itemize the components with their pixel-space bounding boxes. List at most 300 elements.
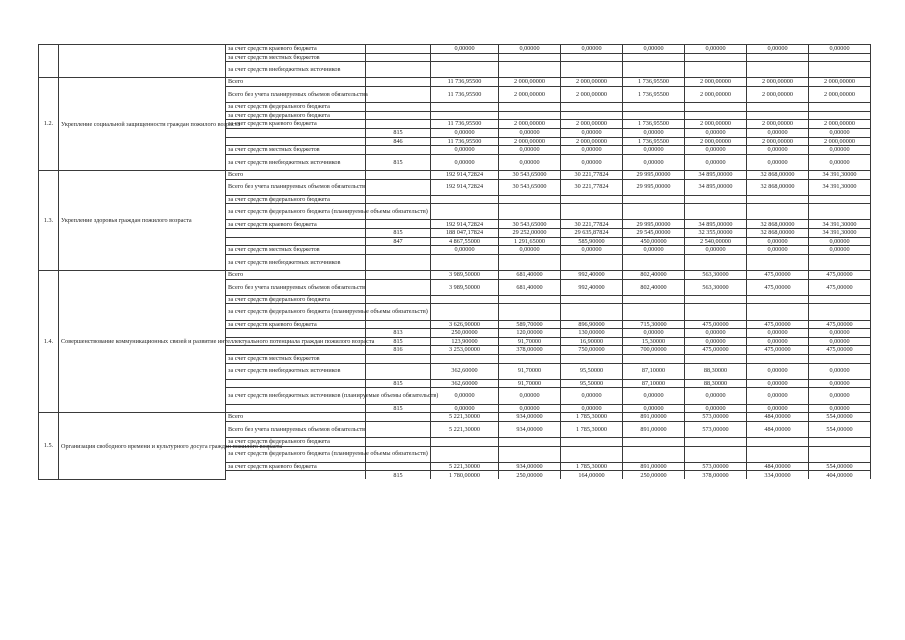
amount-cell: 0,00000 — [623, 404, 685, 413]
amount-cell — [685, 254, 747, 270]
amount-cell: 0,00000 — [747, 404, 809, 413]
amount-cell — [499, 446, 561, 462]
agency-code — [366, 254, 431, 270]
amount-cell: 0,00000 — [809, 404, 871, 413]
amount-cell: 2 000,00000 — [561, 78, 623, 87]
amount-cell: 404,00000 — [809, 471, 871, 480]
amount-cell: 2 000,00000 — [499, 120, 561, 129]
agency-code — [366, 111, 431, 120]
amount-cell: 475,00000 — [685, 346, 747, 355]
amount-cell: 0,00000 — [499, 146, 561, 155]
funding-source: за счет средств внебюджетных источников (планируемые объемы обязательств) — [226, 388, 366, 404]
funding-source: Всего без учета планируемых объемов обязательств — [226, 179, 366, 195]
agency-code — [366, 45, 431, 54]
agency-code: 815 — [366, 337, 431, 346]
amount-cell: 0,00000 — [561, 146, 623, 155]
amount-cell: 475,00000 — [747, 271, 809, 280]
amount-cell: 0,00000 — [747, 146, 809, 155]
amount-cell: 2 000,00000 — [809, 137, 871, 146]
amount-cell: 2 000,00000 — [561, 86, 623, 102]
amount-cell — [747, 295, 809, 304]
agency-code — [366, 462, 431, 471]
amount-cell: 0,00000 — [431, 154, 499, 170]
agency-code: 815 — [366, 128, 431, 137]
amount-cell: 0,00000 — [431, 388, 499, 404]
amount-cell: 0,00000 — [685, 404, 747, 413]
amount-cell — [431, 111, 499, 120]
amount-cell: 5 221,30000 — [431, 413, 499, 422]
amount-cell — [685, 295, 747, 304]
amount-cell: 934,00000 — [499, 421, 561, 437]
amount-cell: 0,00000 — [431, 404, 499, 413]
amount-cell: 11 736,95500 — [431, 86, 499, 102]
agency-code — [366, 170, 431, 179]
amount-cell: 0,00000 — [809, 379, 871, 388]
amount-cell: 1 736,95500 — [623, 137, 685, 146]
agency-code — [366, 413, 431, 422]
amount-cell — [747, 204, 809, 220]
table-row — [39, 78, 871, 87]
amount-cell: 475,00000 — [809, 346, 871, 355]
section-title: Укрепление социальной защищенности граждан пожилого возраста — [59, 78, 226, 171]
amount-cell: 16,90000 — [561, 337, 623, 346]
funding-source: за счет средств краевого бюджета — [226, 462, 366, 471]
amount-cell: 0,00000 — [809, 146, 871, 155]
amount-cell: 0,00000 — [499, 246, 561, 255]
amount-cell — [431, 437, 499, 446]
amount-cell: 34 391,30000 — [809, 170, 871, 179]
section-number: 1.4. — [39, 271, 59, 413]
amount-cell — [499, 103, 561, 112]
amount-cell — [623, 53, 685, 62]
amount-cell — [623, 62, 685, 78]
agency-code — [366, 179, 431, 195]
amount-cell: 188 047,17824 — [431, 229, 499, 238]
amount-cell: 891,00000 — [623, 413, 685, 422]
amount-cell: 992,40000 — [561, 271, 623, 280]
amount-cell — [623, 304, 685, 320]
amount-cell: 0,00000 — [623, 146, 685, 155]
amount-cell: 0,00000 — [561, 128, 623, 137]
funding-source — [226, 379, 366, 388]
agency-code — [366, 363, 431, 379]
amount-cell: 0,00000 — [499, 128, 561, 137]
amount-cell: 378,00000 — [685, 471, 747, 480]
amount-cell: 0,00000 — [747, 379, 809, 388]
amount-cell: 2 000,00000 — [561, 137, 623, 146]
amount-cell — [499, 354, 561, 363]
amount-cell: 563,30000 — [685, 279, 747, 295]
amount-cell — [561, 103, 623, 112]
amount-cell: 2 000,00000 — [747, 137, 809, 146]
table-row — [39, 170, 871, 179]
funding-source: за счет средств внебюджетных источников — [226, 363, 366, 379]
amount-cell: 0,00000 — [561, 388, 623, 404]
funding-source: за счет средств краевого бюджета — [226, 220, 366, 229]
amount-cell — [431, 446, 499, 462]
amount-cell: 2 000,00000 — [685, 137, 747, 146]
agency-code — [366, 53, 431, 62]
amount-cell: 0,00000 — [747, 45, 809, 54]
amount-cell — [499, 295, 561, 304]
amount-cell: 0,00000 — [809, 363, 871, 379]
agency-code: 815 — [366, 154, 431, 170]
amount-cell — [499, 53, 561, 62]
amount-cell: 30 221,77824 — [561, 220, 623, 229]
table-row — [39, 413, 871, 422]
funding-source — [226, 471, 366, 480]
amount-cell: 91,70000 — [499, 379, 561, 388]
amount-cell: 32 868,00000 — [747, 179, 809, 195]
amount-cell — [809, 304, 871, 320]
amount-cell: 0,00000 — [809, 388, 871, 404]
amount-cell — [809, 437, 871, 446]
amount-cell: 34 391,30000 — [809, 229, 871, 238]
amount-cell — [747, 195, 809, 204]
amount-cell: 0,00000 — [809, 237, 871, 246]
amount-cell: 2 000,00000 — [809, 86, 871, 102]
amount-cell — [431, 62, 499, 78]
amount-cell: 0,00000 — [685, 246, 747, 255]
amount-cell: 0,00000 — [685, 146, 747, 155]
section-title: Укрепление здоровья граждан пожилого возраста — [59, 170, 226, 270]
amount-cell: 192 914,72824 — [431, 170, 499, 179]
funding-source — [226, 137, 366, 146]
amount-cell: 2 000,00000 — [499, 137, 561, 146]
amount-cell: 1 785,30000 — [561, 413, 623, 422]
amount-cell: 0,00000 — [561, 404, 623, 413]
funding-source: Всего — [226, 271, 366, 280]
amount-cell — [809, 53, 871, 62]
amount-cell — [809, 103, 871, 112]
amount-cell: 0,00000 — [747, 128, 809, 137]
funding-source: Всего без учета планируемых объемов обязательства — [226, 86, 366, 102]
funding-source: за счет средств федерального бюджета — [226, 103, 366, 112]
agency-code: 815 — [366, 404, 431, 413]
amount-cell — [685, 62, 747, 78]
funding-source — [226, 404, 366, 413]
amount-cell: 30 221,77824 — [561, 170, 623, 179]
amount-cell: 29 995,00000 — [623, 170, 685, 179]
amount-cell: 120,00000 — [499, 329, 561, 338]
amount-cell — [561, 437, 623, 446]
agency-code — [366, 320, 431, 329]
amount-cell: 554,00000 — [809, 462, 871, 471]
amount-cell: 0,00000 — [499, 388, 561, 404]
amount-cell: 4 867,55000 — [431, 237, 499, 246]
amount-cell — [561, 354, 623, 363]
amount-cell: 0,00000 — [431, 246, 499, 255]
amount-cell: 2 000,00000 — [809, 120, 871, 129]
section-number: 1.3. — [39, 170, 59, 270]
amount-cell: 0,00000 — [747, 246, 809, 255]
agency-code — [366, 220, 431, 229]
amount-cell — [431, 204, 499, 220]
amount-cell: 484,00000 — [747, 413, 809, 422]
amount-cell: 250,00000 — [499, 471, 561, 480]
amount-cell: 1 780,00000 — [431, 471, 499, 480]
amount-cell: 0,00000 — [623, 128, 685, 137]
amount-cell — [809, 204, 871, 220]
funding-source: Всего без учета планируемых объемов обязательств — [226, 279, 366, 295]
amount-cell: 0,00000 — [685, 128, 747, 137]
amount-cell: 3 626,90000 — [431, 320, 499, 329]
agency-code: 815 — [366, 471, 431, 480]
amount-cell: 0,00000 — [431, 128, 499, 137]
amount-cell — [623, 111, 685, 120]
amount-cell: 475,00000 — [809, 279, 871, 295]
amount-cell: 2 000,00000 — [685, 120, 747, 129]
amount-cell: 87,10000 — [623, 363, 685, 379]
amount-cell: 585,90000 — [561, 237, 623, 246]
amount-cell — [623, 437, 685, 446]
amount-cell: 362,60000 — [431, 363, 499, 379]
amount-cell: 475,00000 — [809, 320, 871, 329]
amount-cell — [431, 195, 499, 204]
amount-cell: 573,00000 — [685, 413, 747, 422]
funding-source: за счет средств федерального бюджета (планируемые объемы обязательств) — [226, 304, 366, 320]
amount-cell: 891,00000 — [623, 462, 685, 471]
amount-cell: 450,00000 — [623, 237, 685, 246]
funding-source: за счет средств внебюджетных источников — [226, 254, 366, 270]
amount-cell: 11 736,95500 — [431, 78, 499, 87]
amount-cell: 3 989,50000 — [431, 271, 499, 280]
amount-cell: 0,00000 — [809, 246, 871, 255]
amount-cell — [561, 195, 623, 204]
amount-cell: 29 252,00000 — [499, 229, 561, 238]
amount-cell: 34 895,00000 — [685, 170, 747, 179]
amount-cell: 3 989,50000 — [431, 279, 499, 295]
amount-cell — [561, 446, 623, 462]
amount-cell: 11 736,95500 — [431, 120, 499, 129]
table-row — [39, 271, 871, 280]
amount-cell: 2 000,00000 — [809, 78, 871, 87]
funding-source — [226, 128, 366, 137]
amount-cell — [499, 437, 561, 446]
funding-source: за счет средств местных бюджетов — [226, 246, 366, 255]
amount-cell: 0,00000 — [561, 45, 623, 54]
agency-code — [366, 437, 431, 446]
amount-cell: 32 355,00000 — [685, 229, 747, 238]
amount-cell: 30 543,65000 — [499, 179, 561, 195]
amount-cell: 573,00000 — [685, 462, 747, 471]
amount-cell — [431, 53, 499, 62]
amount-cell: 11 736,95500 — [431, 137, 499, 146]
amount-cell: 0,00000 — [747, 388, 809, 404]
amount-cell — [747, 304, 809, 320]
funding-source — [226, 237, 366, 246]
amount-cell — [499, 62, 561, 78]
amount-cell: 2 000,00000 — [747, 86, 809, 102]
agency-code — [366, 246, 431, 255]
amount-cell: 802,40000 — [623, 279, 685, 295]
amount-cell: 2 000,00000 — [685, 78, 747, 87]
amount-cell: 91,70000 — [499, 363, 561, 379]
agency-code — [366, 120, 431, 129]
amount-cell — [747, 103, 809, 112]
amount-cell: 0,00000 — [561, 154, 623, 170]
amount-cell — [499, 195, 561, 204]
amount-cell — [623, 354, 685, 363]
funding-source: за счет средств федерального бюджета — [226, 437, 366, 446]
amount-cell — [431, 304, 499, 320]
amount-cell: 0,00000 — [499, 404, 561, 413]
amount-cell: 563,30000 — [685, 271, 747, 280]
amount-cell: 0,00000 — [747, 337, 809, 346]
budget-table — [38, 44, 871, 480]
amount-cell: 0,00000 — [809, 337, 871, 346]
funding-source: за счет средств внебюджетных источников — [226, 154, 366, 170]
amount-cell — [685, 111, 747, 120]
table-row — [39, 45, 871, 54]
amount-cell: 2 000,00000 — [747, 120, 809, 129]
amount-cell: 891,00000 — [623, 421, 685, 437]
section-title — [59, 45, 226, 78]
amount-cell: 123,90000 — [431, 337, 499, 346]
agency-code: 815 — [366, 379, 431, 388]
amount-cell: 0,00000 — [623, 329, 685, 338]
amount-cell: 2 000,00000 — [499, 86, 561, 102]
amount-cell: 1 291,65000 — [499, 237, 561, 246]
agency-code: 813 — [366, 329, 431, 338]
amount-cell: 0,00000 — [809, 154, 871, 170]
section-number — [39, 45, 59, 78]
amount-cell: 0,00000 — [685, 337, 747, 346]
amount-cell — [499, 304, 561, 320]
amount-cell: 30 543,65000 — [499, 170, 561, 179]
amount-cell: 0,00000 — [685, 154, 747, 170]
amount-cell: 934,00000 — [499, 413, 561, 422]
amount-cell — [747, 62, 809, 78]
amount-cell — [685, 304, 747, 320]
amount-cell: 91,70000 — [499, 337, 561, 346]
agency-code: 847 — [366, 237, 431, 246]
amount-cell: 5 221,30000 — [431, 462, 499, 471]
amount-cell — [747, 111, 809, 120]
amount-cell: 0,00000 — [499, 154, 561, 170]
amount-cell — [431, 354, 499, 363]
funding-source: за счет средств краевого бюджета — [226, 45, 366, 54]
agency-code — [366, 103, 431, 112]
funding-source: за счет средств местных бюджетов — [226, 146, 366, 155]
amount-cell — [561, 254, 623, 270]
amount-cell — [499, 111, 561, 120]
amount-cell: 32 868,00000 — [747, 220, 809, 229]
amount-cell — [431, 295, 499, 304]
amount-cell: 2 000,00000 — [561, 120, 623, 129]
amount-cell — [809, 446, 871, 462]
funding-source: за счет средств местных бюджетов — [226, 354, 366, 363]
funding-source — [226, 229, 366, 238]
amount-cell: 88,30000 — [685, 363, 747, 379]
amount-cell: 378,00000 — [499, 346, 561, 355]
amount-cell: 589,70000 — [499, 320, 561, 329]
amount-cell: 0,00000 — [685, 45, 747, 54]
funding-source: Всего — [226, 413, 366, 422]
amount-cell: 0,00000 — [747, 154, 809, 170]
amount-cell — [499, 254, 561, 270]
amount-cell: 32 868,00000 — [747, 229, 809, 238]
agency-code — [366, 62, 431, 78]
amount-cell: 1 736,95500 — [623, 86, 685, 102]
amount-cell: 88,30000 — [685, 379, 747, 388]
amount-cell: 896,90000 — [561, 320, 623, 329]
amount-cell: 0,00000 — [431, 146, 499, 155]
section-number: 1.2. — [39, 78, 59, 171]
amount-cell — [685, 354, 747, 363]
agency-code — [366, 86, 431, 102]
funding-source: за счет средств федерального бюджета (планируемые объемы обязательств) — [226, 204, 366, 220]
funding-source: за счет средств федерального бюджета — [226, 195, 366, 204]
funding-source — [226, 346, 366, 355]
amount-cell: 1 785,30000 — [561, 421, 623, 437]
amount-cell — [623, 204, 685, 220]
amount-cell — [623, 446, 685, 462]
amount-cell — [685, 204, 747, 220]
budget-table-body — [39, 45, 871, 480]
amount-cell: 554,00000 — [809, 413, 871, 422]
amount-cell — [685, 103, 747, 112]
amount-cell: 2 000,00000 — [747, 78, 809, 87]
agency-code — [366, 295, 431, 304]
amount-cell: 475,00000 — [685, 320, 747, 329]
amount-cell: 34 895,00000 — [685, 179, 747, 195]
amount-cell: 681,40000 — [499, 279, 561, 295]
amount-cell — [809, 295, 871, 304]
amount-cell: 334,00000 — [747, 471, 809, 480]
amount-cell — [623, 254, 685, 270]
amount-cell — [499, 204, 561, 220]
funding-source — [226, 329, 366, 338]
amount-cell: 362,60000 — [431, 379, 499, 388]
funding-source: за счет средств федерального бюджета (планируемые объемы обязательств) — [226, 446, 366, 462]
amount-cell — [747, 53, 809, 62]
amount-cell: 32 868,00000 — [747, 170, 809, 179]
amount-cell: 0,00000 — [809, 128, 871, 137]
amount-cell — [561, 304, 623, 320]
amount-cell — [431, 254, 499, 270]
amount-cell: 715,30000 — [623, 320, 685, 329]
amount-cell: 2 000,00000 — [499, 78, 561, 87]
amount-cell — [561, 62, 623, 78]
amount-cell: 475,00000 — [747, 346, 809, 355]
amount-cell: 750,00000 — [561, 346, 623, 355]
amount-cell: 29 635,87824 — [561, 229, 623, 238]
funding-source: за счет средств внебюджетных источников — [226, 62, 366, 78]
amount-cell: 0,00000 — [431, 45, 499, 54]
amount-cell: 0,00000 — [685, 329, 747, 338]
amount-cell: 700,00000 — [623, 346, 685, 355]
amount-cell — [685, 195, 747, 204]
amount-cell — [685, 437, 747, 446]
amount-cell: 2 000,00000 — [685, 86, 747, 102]
amount-cell: 475,00000 — [747, 279, 809, 295]
amount-cell: 0,00000 — [623, 246, 685, 255]
amount-cell — [685, 53, 747, 62]
amount-cell: 95,50000 — [561, 363, 623, 379]
amount-cell: 484,00000 — [747, 421, 809, 437]
amount-cell — [747, 437, 809, 446]
amount-cell: 5 221,30000 — [431, 421, 499, 437]
agency-code — [366, 421, 431, 437]
amount-cell — [561, 204, 623, 220]
amount-cell — [747, 446, 809, 462]
amount-cell — [809, 254, 871, 270]
amount-cell — [561, 53, 623, 62]
amount-cell: 29 995,00000 — [623, 220, 685, 229]
amount-cell: 0,00000 — [685, 388, 747, 404]
funding-source: за счет средств краевого бюджета — [226, 120, 366, 129]
